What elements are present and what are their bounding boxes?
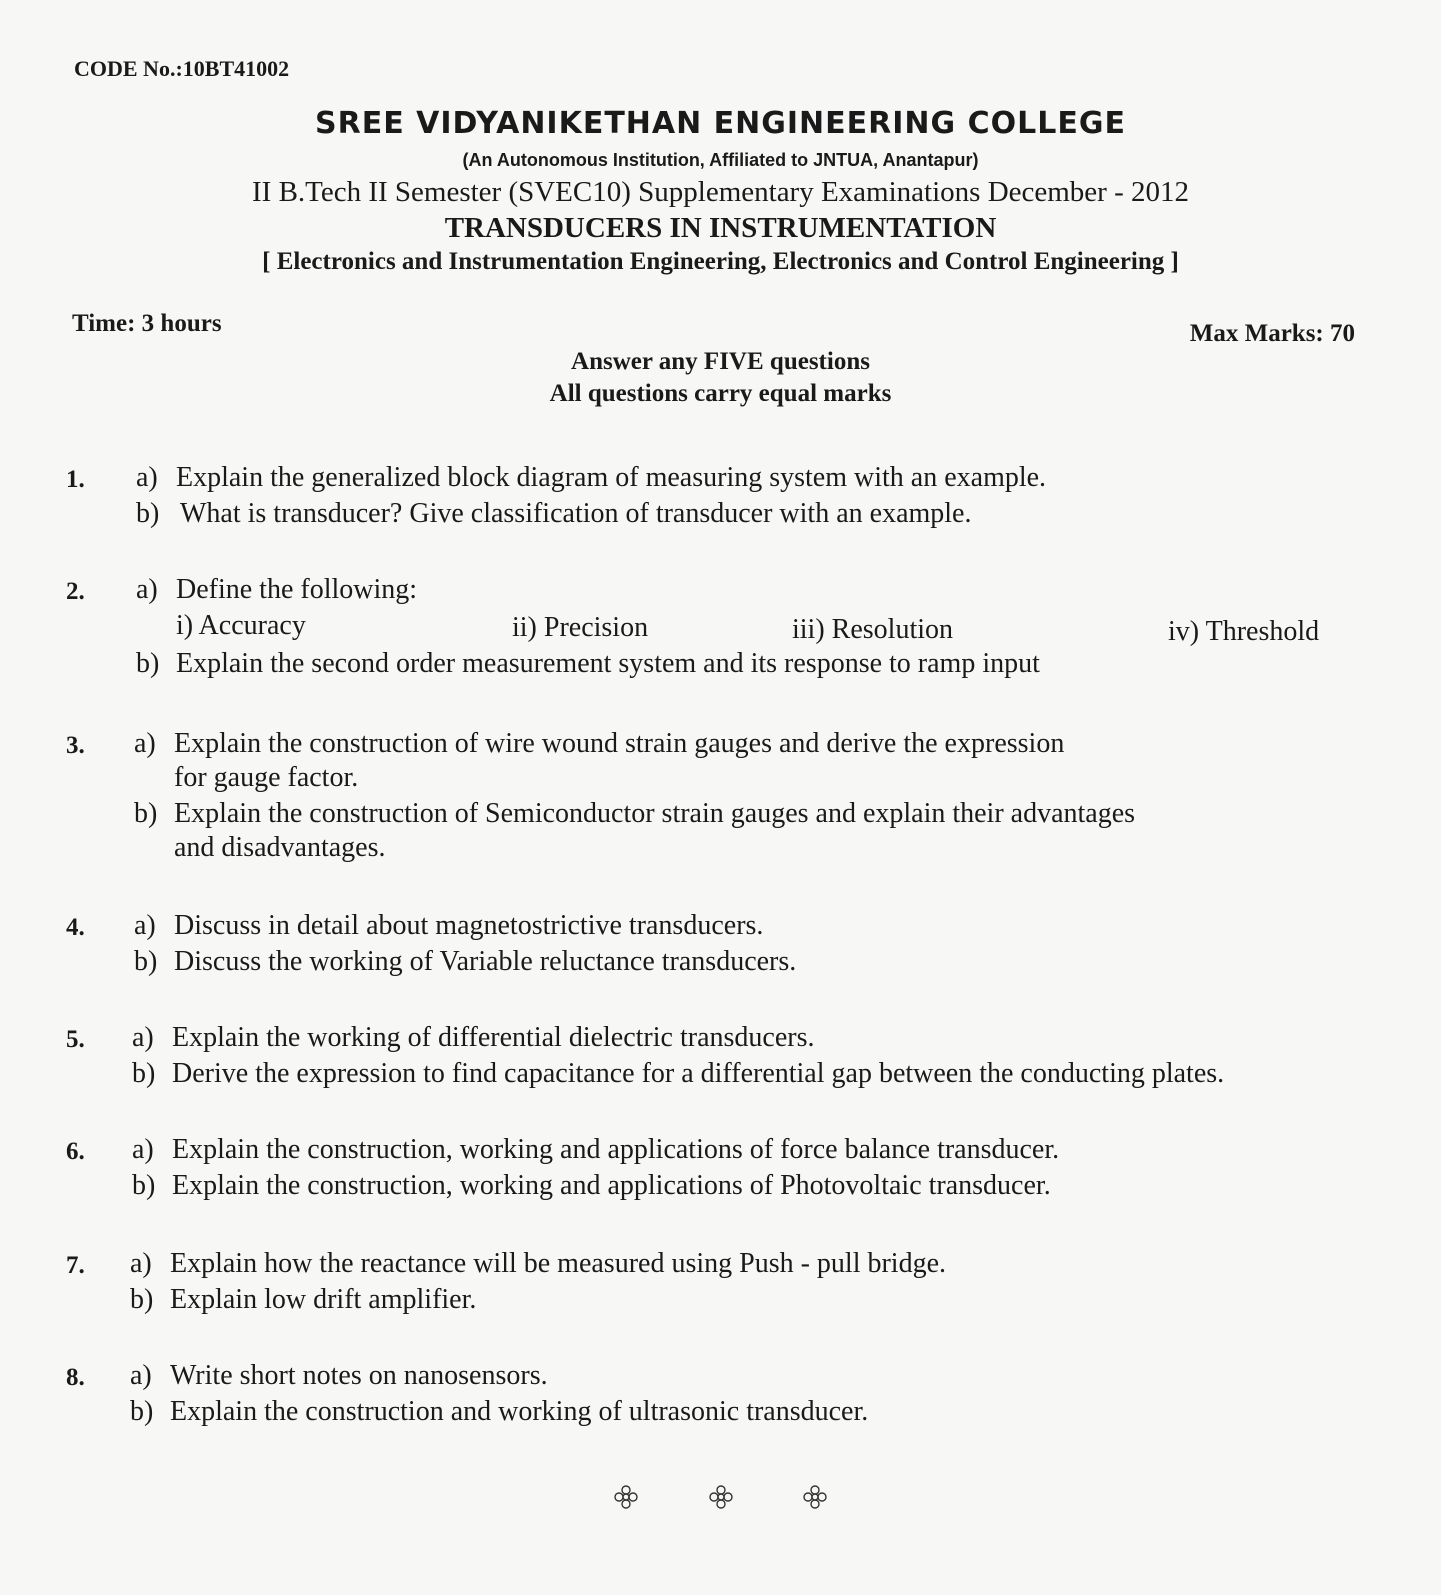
part-label: b) [132, 1058, 156, 1089]
question-part-b [136, 648, 1040, 680]
definition-threshold: iv) Threshold [1168, 616, 1320, 647]
question-number: 2. [66, 578, 85, 605]
question-part-b [136, 498, 971, 530]
part-label: a) [136, 574, 158, 605]
definition-resolution: iii) Resolution [792, 614, 953, 645]
part-label: a) [130, 1248, 152, 1279]
part-text: What is transducer? Give classification of transducer with an example. [180, 498, 972, 529]
part-label: a) [134, 728, 156, 759]
end-ornaments [0, 1484, 1441, 1517]
flower-ornament-icon [613, 1484, 639, 1510]
exam-title: II B.Tech II Semester (SVEC10) Supplementary Examinations December - 2012 [252, 176, 1189, 208]
question-part-b [132, 1058, 1224, 1090]
question-part-b [134, 946, 796, 978]
part-text: Explain the construction of Semiconductor strain gauges and explain their advantages [174, 798, 1136, 829]
part-text: Write short notes on nanosensors. [170, 1360, 548, 1391]
question-number: 1. [66, 466, 85, 493]
part-text: Define the following: [176, 574, 418, 605]
part-text: Explain the generalized block diagram of measuring system with an example. [176, 462, 1047, 493]
time-allowed: Time: 3 hours [72, 310, 222, 337]
part-text: Discuss the working of Variable reluctance transducers. [174, 946, 797, 977]
part-label: b) [130, 1284, 154, 1315]
question-number: 8. [66, 1364, 85, 1391]
question-number: 5. [66, 1026, 85, 1053]
branches: [ Electronics and Instrumentation Engineering, Electronics and Control Engineering ] [262, 248, 1179, 275]
question-part-a [132, 1022, 814, 1054]
part-label: a) [130, 1360, 152, 1391]
question-part-a [136, 462, 1046, 494]
instruction-answer-five: Answer any FIVE questions [571, 348, 870, 375]
part-text: Explain the working of differential dielectric transducers. [172, 1022, 815, 1053]
max-marks: Max Marks: 70 [1189, 320, 1355, 347]
part-label: b) [132, 1170, 156, 1201]
college-name: SREE VIDYANIKETHAN ENGINEERING COLLEGE [315, 106, 1126, 141]
flower-ornament-icon [708, 1484, 734, 1510]
subject-title: TRANSDUCERS IN INSTRUMENTATION [444, 212, 997, 244]
affiliation: (An Autonomous Institution, Affiliated to JNTUA, Anantapur) [462, 150, 979, 170]
question-part-b [134, 798, 1135, 830]
part-text: Explain how the reactance will be measured using Push - pull bridge. [170, 1248, 947, 1279]
definition-accuracy: i) Accuracy [176, 610, 306, 641]
question-part-b-continued: and disadvantages. [174, 832, 386, 863]
part-label: a) [134, 910, 156, 941]
question-part-b [132, 1170, 1051, 1202]
part-text: Explain the second order measurement system and its response to ramp input [176, 648, 1040, 679]
part-text: Explain low drift amplifier. [170, 1284, 477, 1315]
question-part-a [130, 1360, 548, 1392]
part-text: Explain the construction, working and applications of Photovoltaic transducer. [172, 1170, 1051, 1201]
question-number: 4. [66, 914, 85, 941]
definition-precision: ii) Precision [512, 612, 649, 643]
part-text: Derive the expression to find capacitance for a differential gap between the conducting plates. [172, 1058, 1225, 1089]
question-part-a [136, 574, 417, 606]
part-label: b) [136, 498, 160, 529]
part-text: Explain the construction and working of ultrasonic transducer. [170, 1396, 869, 1427]
part-text: Explain the construction of wire wound strain gauges and derive the expression [174, 728, 1065, 759]
question-part-b [130, 1396, 868, 1428]
question-part-a [132, 1134, 1059, 1166]
part-label: a) [132, 1022, 154, 1053]
question-part-a [134, 910, 763, 942]
part-label: b) [130, 1396, 154, 1427]
question-part-a [134, 728, 1064, 760]
question-number: 3. [66, 732, 85, 759]
part-label: a) [132, 1134, 154, 1165]
question-number: 6. [66, 1138, 85, 1165]
part-label: a) [136, 462, 158, 493]
question-part-b [130, 1284, 476, 1316]
question-number: 7. [66, 1252, 85, 1279]
question-part-a-continued: for gauge factor. [174, 762, 359, 793]
part-label: b) [134, 798, 158, 829]
part-label: b) [134, 946, 158, 977]
paper-code: CODE No.:10BT41002 [74, 56, 290, 81]
question-part-a [130, 1248, 946, 1280]
instruction-equal-marks: All questions carry equal marks [549, 380, 892, 407]
part-label: b) [136, 648, 160, 679]
flower-ornament-icon [802, 1484, 828, 1510]
part-text: Explain the construction, working and applications of force balance transducer. [172, 1134, 1060, 1165]
part-text: Discuss in detail about magnetostrictive transducers. [174, 910, 764, 941]
